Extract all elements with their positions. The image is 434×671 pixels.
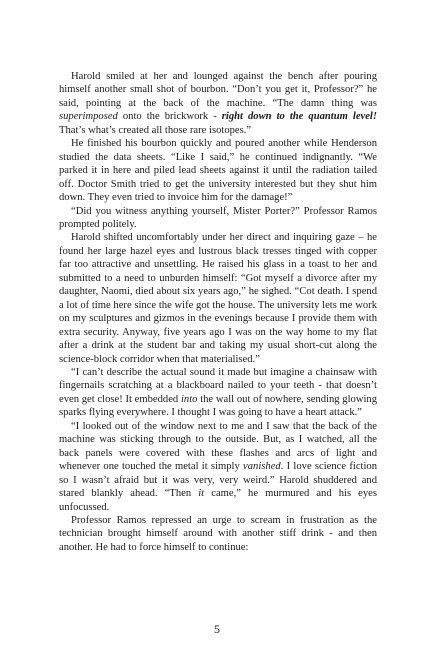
text-run: came,” he murmured and his eyes unfocussed.: [59, 488, 378, 513]
text-run: . I love science fiction so I wasn’t afraid but it was very, very weird.” Harold shuddered and stared blankly ahead. “Then: [59, 461, 378, 500]
paragraph-7: [59, 514, 377, 554]
text-run: Professor Ramos repressed an urge to scream in frustration as the technician brought himself around with another stiff drink - and then another. He had to force himself to continue:: [59, 514, 377, 553]
text-run: He finished his bourbon quickly and poured another while Henderson studied the data sheets. “Like I said,” he continued indignantly. “We parked it in here and piled lead sheets against it until the radiation tailed off. Doctor Smith tried to get the university interested but they shut him down. They even tried to invoice him for the damage!”: [59, 138, 377, 204]
text-run: onto the brickwork -: [117, 111, 222, 123]
text-run: “Did you witness anything yourself, Mister Porter?” Professor Ramos prompted politely.: [59, 205, 377, 230]
paragraph-2: [59, 137, 377, 204]
paragraph-1: [59, 70, 377, 137]
paragraph-5: [59, 366, 377, 420]
italic-run: it: [198, 488, 205, 500]
text-run: “I looked out of the window next to me and I saw that the back of the machine was sticking through to the outside. But, as I watched, all the back panels were covered with these flashes and arcs of light and whenever one touched the metal it simply: [59, 420, 377, 473]
paragraph-6: [59, 420, 377, 514]
text-run: “I can’t describe the actual sound it made but imagine a chainsaw with fingernails scratching at a blackboard nailed to your teeth - that doesn’t even get close! It embedded: [59, 366, 377, 405]
page-body: [59, 70, 377, 554]
text-run: Harold shifted uncomfortably under her direct and inquiring gaze – he found her large hazel eyes and lustrous black tresses tinged with copper far too attractive and unsettling. He raised his glass in a toast to her and submitted to a need to unburden himself: “Got myself a divorce after my daughter, Naomi, died about six years ago,” he sighed. “Cot death. I spend a lot of time here since the wife got the house. The university lets me work on my sculptures and gizmos in the evenings because I provide them with extra security. Anyway, five years ago I was on the way home to my flat after a drink at the student bar and taking my usual short-cut along the science-block corridor when that materialised.”: [59, 232, 377, 365]
paragraph-4: [59, 231, 377, 366]
italic-run: vanished: [243, 461, 281, 473]
page-number: 5: [214, 622, 220, 636]
italic-run: superimposed: [59, 111, 118, 123]
bold-italic-run: right down to the quantum level!: [221, 111, 377, 123]
italic-run: into: [180, 393, 198, 405]
paragraph-3: [59, 205, 377, 232]
text-run: Harold smiled at her and lounged against the bench after pouring himself another small shot of bourbon. “Don’t you get it, Professor?” he said, pointing at the back of the machine. “The damn thing was: [59, 71, 377, 109]
text-run: That’s what’s created all those rare isotopes.”: [59, 124, 252, 136]
text-run: the wall out of nowhere, sending glowing sparks flying everywhere. I thought I was going to have a heart attack.”: [59, 393, 378, 419]
